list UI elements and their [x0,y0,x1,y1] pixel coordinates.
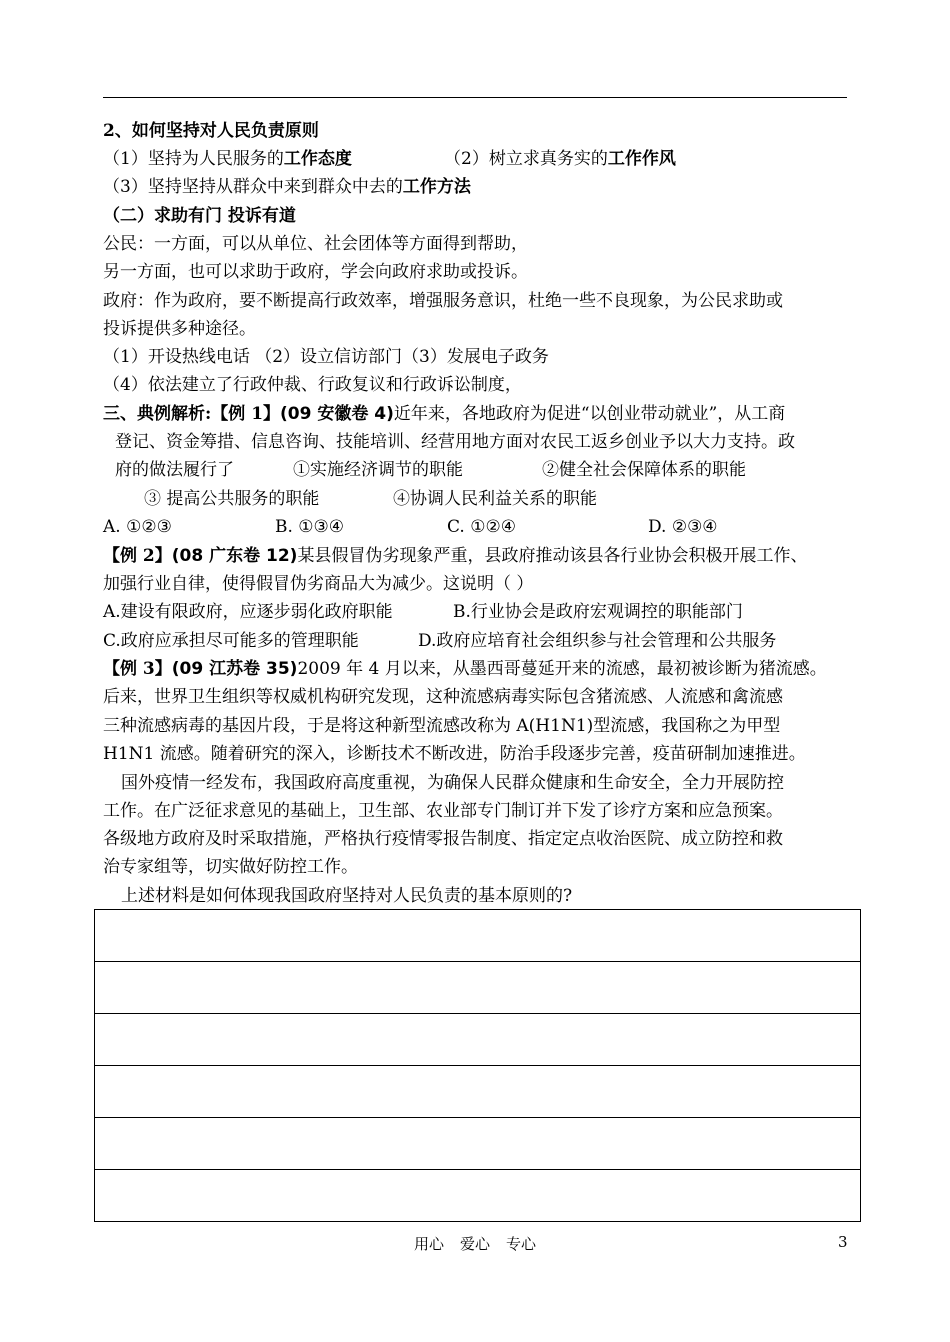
answer-line[interactable] [95,1066,860,1118]
example-3-para2-line-4: 治专家组等，切实做好防控工作。 [103,857,358,877]
example-3-label: 【例 3】 [103,659,172,679]
principle-item-1-text: （1）坚持为人民服务的 [103,149,284,169]
example-1-option-3: ③ 提高公共服务的职能 [144,489,320,509]
principle-item-3-key: 工作方法 [402,177,471,197]
example-2-option-a: A.建设有限政府，应逐步弱化政府职能 [103,602,393,622]
example-3-para2-line-1: 国外疫情一经发布，我国政府高度重视，为确保人民群众健康和生命安全，全力开展防控 [121,773,784,793]
answer-line[interactable] [95,1118,860,1170]
example-2-line-2: 加强行业自律，使得假冒伪劣商品大为减少。这说明（ ） [103,574,534,594]
example-2-text-1: 某县假冒伪劣现象严重，县政府推动该县各行业协会积极开展工作、 [297,546,808,566]
citizen-line-2: 另一方面，也可以求助于政府，学会向政府求助或投诉。 [103,262,528,282]
footer-word: 专心 [506,1235,537,1253]
answer-line[interactable] [95,1014,860,1066]
example-1-choice-a: A. ①②③ [103,517,172,537]
example-2-line-1 [103,544,807,568]
principle-item-3 [103,175,471,199]
principle-item-2-text: （2）树立求真务实的 [444,149,608,169]
gov-line-1: 政府：作为政府，要不断提高行政效率，增强服务意识，杜绝一些不良现象，为公民求助或 [103,291,783,311]
example-1-option-2: ②健全社会保障体系的职能 [542,460,746,480]
example-3-line-4: H1N1 流感。随着研究的深入，诊断技术不断改进，防治手段逐步完善，疫苗研制加速推进。 [103,744,806,764]
example-2-source: (08 广东卷 12) [171,546,298,566]
example-3-question: 上述材料是如何体现我国政府坚持对人民负责的基本原则的? [121,886,573,906]
principle-item-2 [444,147,676,171]
example-1-line-3: 府的做法履行了 [115,460,234,480]
example-2-option-b: B.行业协会是政府宏观调控的职能部门 [453,602,743,622]
answer-line[interactable] [95,1170,860,1222]
page-number: 3 [838,1233,848,1251]
answer-box[interactable] [94,909,861,1222]
section-2-title: 2、如何坚持对人民负责原则 [103,121,319,141]
principle-item-1 [103,147,352,171]
example-1-option-4: ④协调人民利益关系的职能 [393,489,597,509]
answer-line[interactable] [95,910,860,962]
example-1-choice-b: B. ①③④ [275,517,345,537]
example-1-choice-d: D. ②③④ [648,517,718,537]
citizen-line-1: 公民：一方面，可以从单位、社会团体等方面得到帮助， [103,234,528,254]
principle-item-3-text: （3）坚持坚持从群众中来到群众中去的 [103,177,403,197]
footer-word: 用心 [413,1235,444,1253]
principle-item-1-key: 工作态度 [283,149,352,169]
principle-item-2-key: 工作作风 [607,149,676,169]
footer-word: 爱心 [459,1235,490,1253]
section-3-heading: 三、典例解析:【例 1】 [103,404,281,424]
example-3-line-2: 后来，世界卫生组织等权威机构研究发现，这种流感病毒实际包含猪流感、人流感和禽流感 [103,687,783,707]
answer-line[interactable] [95,962,860,1014]
subsection-title: （二）求助有门 投诉有道 [103,206,296,226]
ways-line-1: （1）开设热线电话 （2）设立信访部门（3）发展电子政务 [103,347,549,367]
example-2-option-c: C.政府应承担尽可能多的管理职能 [103,631,359,651]
example-2-option-d: D.政府应培育社会组织参与社会管理和公共服务 [418,631,777,651]
footer-motto [0,1233,950,1254]
example-1-text-1: 近年来，各地政府为促进“以创业带动就业”，从工商 [393,404,786,424]
example-3-source: (09 江苏卷 35) [171,659,298,679]
gov-line-2: 投诉提供多种途径。 [103,319,256,339]
example-1-option-1: ①实施经济调节的职能 [293,460,463,480]
example-1-line-1 [103,402,785,426]
example-3-para2-line-3: 各级地方政府及时采取措施，严格执行疫情零报告制度、指定定点收治医院、成立防控和救 [103,829,783,849]
example-3-line-1 [103,657,827,681]
example-3-text-1: 2009 年 4 月以来，从墨西哥蔓延开来的流感，最初被诊断为猪流感。 [297,659,827,679]
example-1-source: (09 安徽卷 4) [280,404,394,424]
example-1-line-2: 登记、资金筹措、信息咨询、技能培训、经营用地方面对农民工返乡创业予以大力支持。政 [115,432,795,452]
header-rule [103,97,847,98]
example-2-label: 【例 2】 [103,546,172,566]
example-1-choice-c: C. ①②④ [447,517,516,537]
ways-line-2: （4）依法建立了行政仲裁、行政复议和行政诉讼制度， [103,375,522,395]
example-3-line-3: 三种流感病毒的基因片段，于是将这种新型流感改称为 A(H1N1)型流感，我国称之为甲型 [103,716,781,736]
example-3-para2-line-2: 工作。在广泛征求意见的基础上，卫生部、农业部专门制订并下发了诊疗方案和应急预案。 [103,801,783,821]
